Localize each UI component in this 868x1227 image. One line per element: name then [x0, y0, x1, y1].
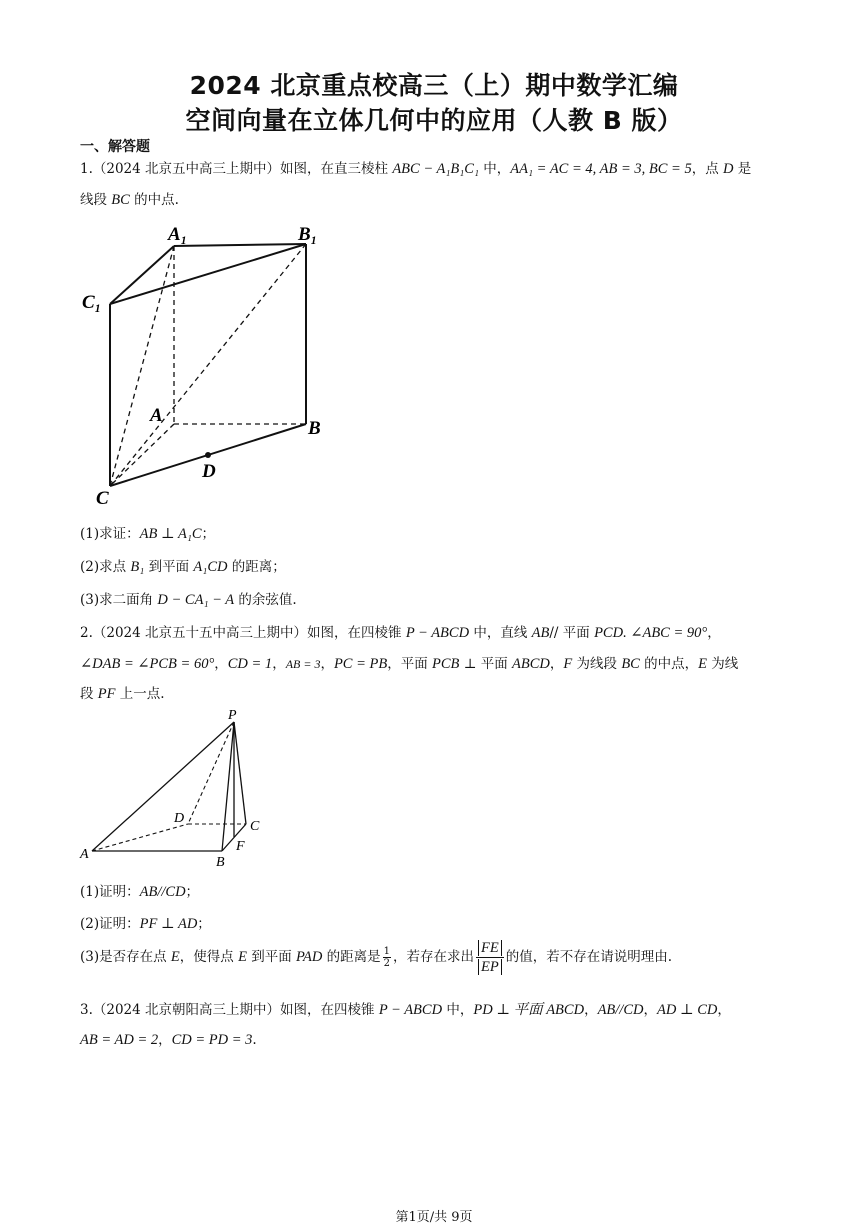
q1-prism: ABC − A₁B₁C₁: [392, 161, 479, 177]
q1-part-2: (2)求点 B₁ 到平面 A₁CD 的距离；: [80, 559, 286, 575]
q3-line-1: 3.（2024 北京朝阳高三上期中）如图，在四棱锥 P − ABCD 中，PD ⊥ 平面 ABCD，AB//CD，AD ⊥ CD，: [80, 1002, 731, 1018]
edge-A1C: [110, 246, 174, 486]
edge-PC: [234, 722, 246, 824]
label-A: A: [80, 847, 89, 862]
label-B: B: [308, 418, 321, 439]
page-footer: 第1页/共 9页: [395, 1210, 473, 1225]
label-C1: C₁: [82, 292, 102, 313]
label-A1: A₁: [168, 224, 188, 245]
label-P: P: [228, 708, 237, 723]
section-heading: 一、解答题: [80, 139, 150, 155]
label-B1: B₁: [298, 224, 318, 245]
q2-line-1: 2.（2024 北京五十五中高三上期中）如图，在四棱锥 P − ABCD 中，直线 AB// 平面 PCD. ∠ABC = 90°，: [80, 625, 721, 641]
edge-A1B1: [174, 244, 306, 246]
q3-line-2: AB = AD = 2，CD = PD = 3.: [80, 1032, 257, 1048]
fraction-FE-over-EP: $\frac{FE}{EP}$: [476, 939, 504, 976]
q2-part-3: (3)是否存在点 E，使得点 E 到平面 PAD 的距离是 $\frac{1}{2}$ ，若存在求出 $\frac{FE}{EP}$ 的值，若不存在请说明理由.: [80, 940, 673, 975]
edge-PD: [188, 722, 234, 824]
q1-part-1: (1)求证：AB ⊥ A₁C；: [80, 526, 216, 542]
label-F: F: [236, 839, 245, 854]
label-C: C: [96, 488, 109, 509]
q2-part-1: (1)证明：AB//CD；: [80, 884, 200, 900]
label-C: C: [250, 819, 260, 834]
q1-line-1: 1.（2024 北京五中高三上期中）如图，在直三棱柱 ABC − A₁B₁C₁ 中，AA₁ = AC = 4, AB = 3, BC = 5，点 D 是: [80, 161, 752, 177]
q1-prism-figure: [80, 218, 340, 510]
label-D: D: [202, 461, 216, 482]
point-D: [205, 452, 211, 458]
title-line-1: 2024 北京重点校高三（上）期中数学汇编: [189, 71, 679, 100]
edge-C1B1: [110, 244, 306, 304]
edge-PA: [92, 722, 234, 851]
edge-PB: [222, 722, 234, 851]
q1-conditions: AA₁ = AC = 4, AB = 3, BC = 5: [510, 161, 692, 177]
label-A: A: [150, 405, 163, 426]
edge-B1C: [110, 244, 306, 486]
q2-line-2: ∠DAB = ∠PCB = 60°，CD = 1，AB = 3，PC = PB，平面 PCB ⊥ 平面 ABCD，F 为线段 BC 的中点，E 为线: [80, 656, 739, 672]
q2-pyramid-figure: [78, 706, 278, 871]
q2-part-2: (2)证明：PF ⊥ AD；: [80, 916, 211, 932]
fraction-one-half: $\frac{1}{2}$: [383, 946, 391, 969]
label-B: B: [216, 855, 225, 870]
q2-line-3: 段 PF 上一点.: [80, 686, 165, 702]
q1-line-2: 线段 BC 的中点.: [80, 192, 179, 208]
q1-part-3: (3)求二面角 D − CA₁ − A 的余弦值.: [80, 592, 297, 608]
edge-C1A1: [110, 246, 174, 304]
title-line-2: 空间向量在立体几何中的应用（人教 B 版）: [185, 106, 683, 135]
label-D: D: [174, 811, 185, 826]
